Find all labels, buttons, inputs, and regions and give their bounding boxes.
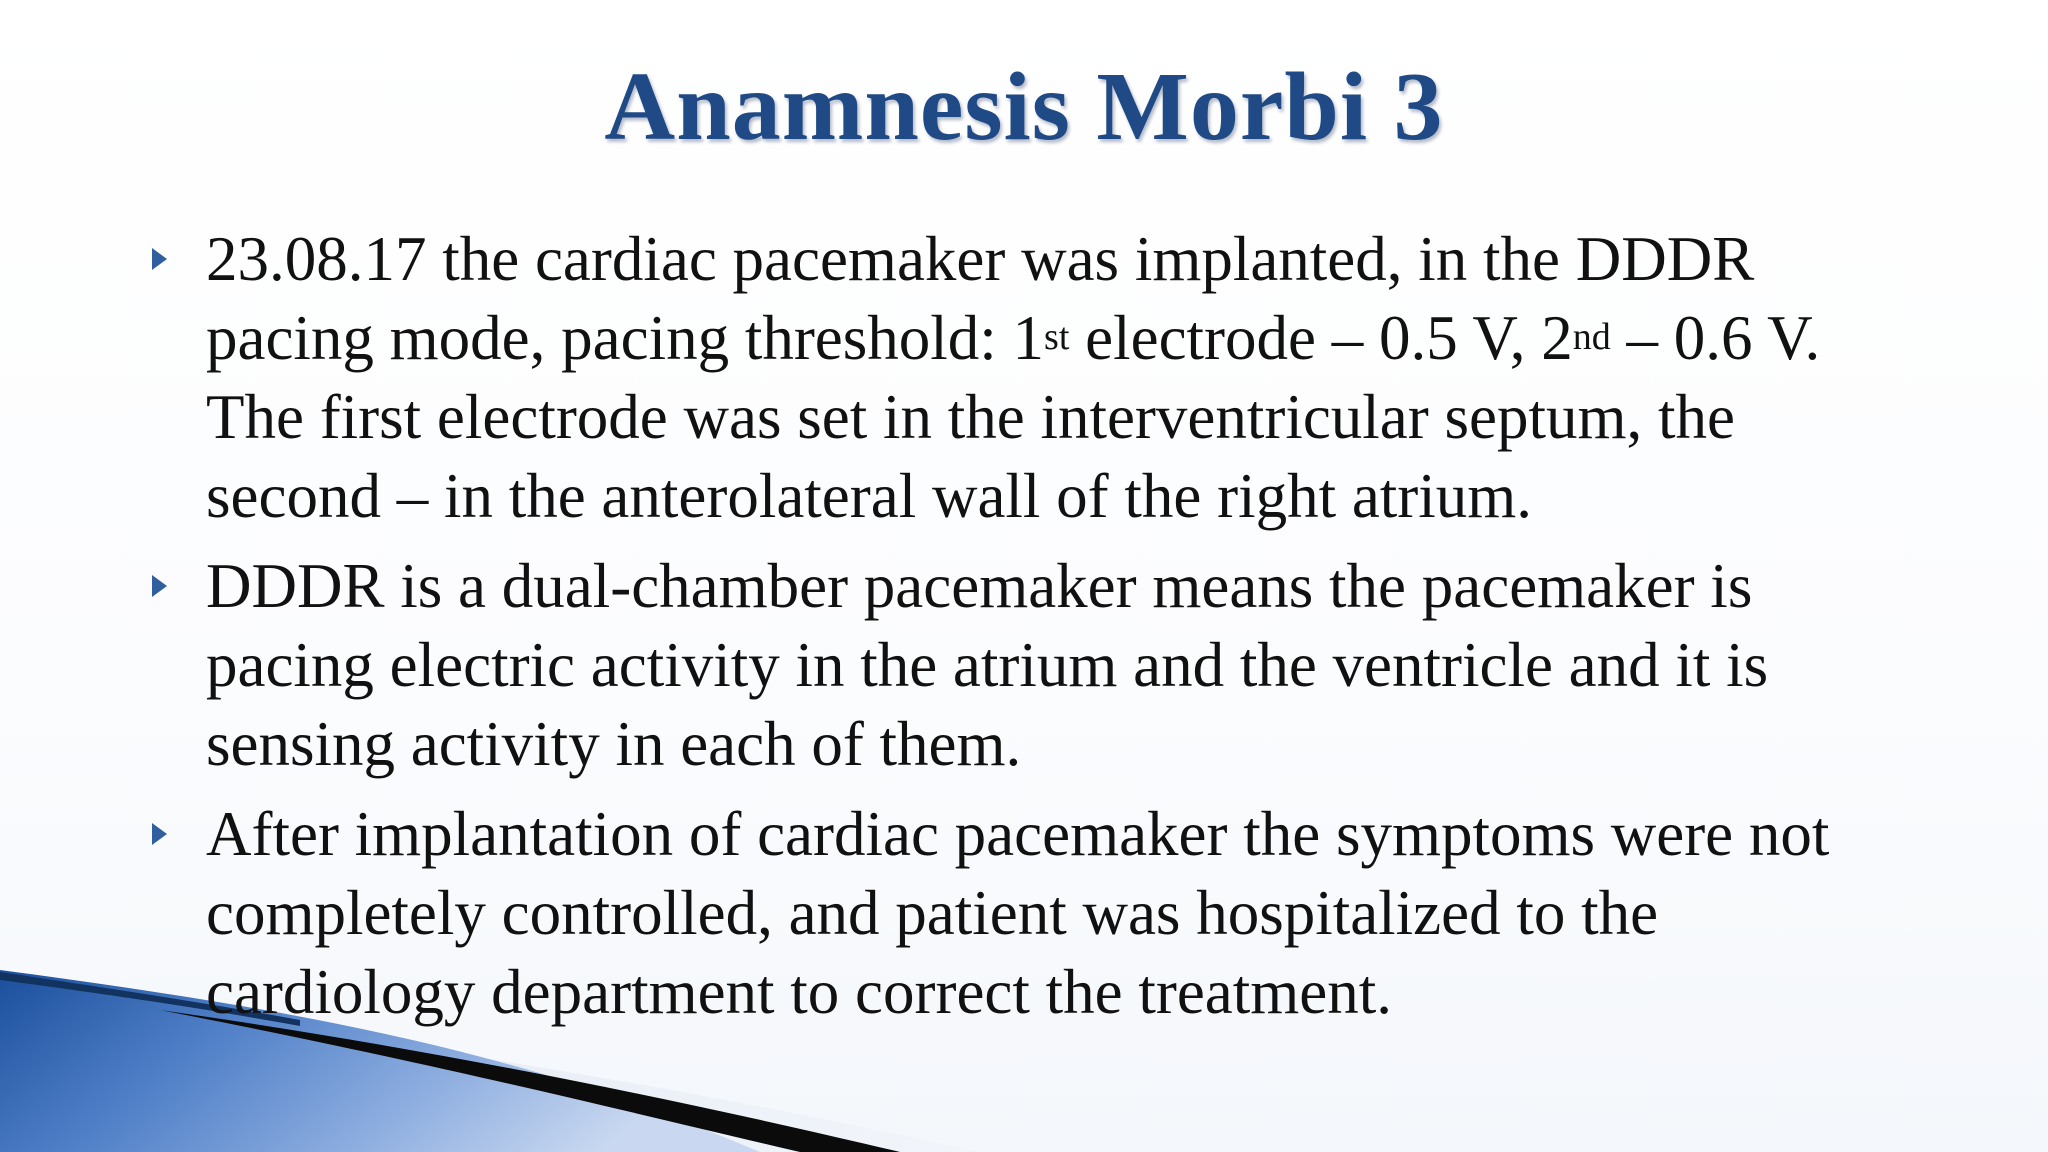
threshold-text-1: pacing mode, pacing threshold: 1 (206, 303, 1045, 373)
bullet-line: sensing activity in each of them. (206, 709, 1022, 779)
bullet-line: cardiology department to correct the treatment. (206, 957, 1392, 1027)
bullet-line: DDDR is a dual-chamber pacemaker means the pacemaker is (206, 551, 1753, 621)
bullet-line: completely controlled, and patient was hospitalized to the (206, 878, 1659, 948)
bullet-line: After implantation of cardiac pacemaker the symptoms were not (206, 799, 1830, 869)
triangle-right-icon (152, 575, 167, 597)
bullet-line-threshold (206, 299, 1928, 378)
superscript-nd: nd (1572, 316, 1611, 358)
bullet-item (148, 547, 1928, 784)
threshold-text-2: electrode – 0.5 V, 2 (1069, 303, 1573, 373)
bullet-line: second – in the anterolateral wall of the right atrium. (206, 461, 1533, 531)
superscript-st: st (1044, 316, 1070, 358)
threshold-text-3: – 0.6 V. (1610, 303, 1821, 373)
bullet-line: The first electrode was set in the interventricular septum, the (206, 382, 1735, 452)
bullet-line: 23.08.17 the cardiac pacemaker was implanted, in the DDDR (206, 224, 1755, 294)
bullet-line: pacing electric activity in the atrium and the ventricle and it is (206, 630, 1769, 700)
triangle-right-icon (152, 823, 167, 845)
bullet-list (148, 220, 1928, 1043)
slide-title: Anamnesis Morbi 3 (604, 53, 1444, 161)
bullet-item (148, 220, 1928, 536)
triangle-right-icon (152, 248, 167, 270)
bullet-item (148, 795, 1928, 1032)
